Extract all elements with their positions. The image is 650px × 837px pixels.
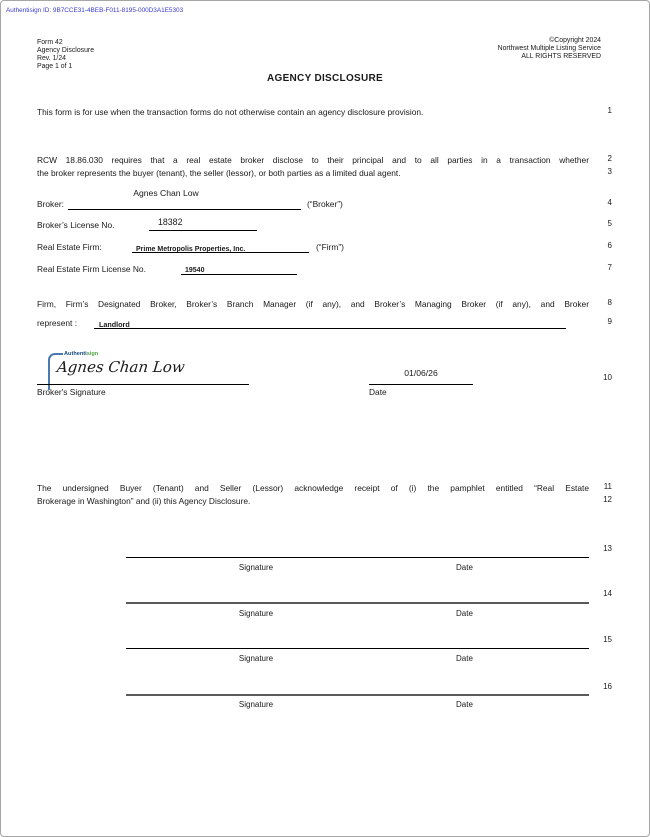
broker-signature-date-label: Date [369, 387, 387, 397]
line-number: 5 [607, 219, 612, 228]
firm-field-suffix: (“Firm”) [316, 242, 344, 252]
signature-row-2-signature-label: Signature [238, 609, 274, 618]
firm-field-label: Real Estate Firm: [37, 242, 102, 252]
broker-signature-underline [37, 371, 249, 385]
represent-label: represent : [37, 318, 78, 328]
line-number: 8 [607, 298, 612, 307]
line-number: 3 [607, 167, 612, 176]
firm-field-underline [132, 239, 309, 253]
broker-field-suffix: (“Broker”) [307, 199, 343, 209]
page-title: AGENCY DISCLOSURE [266, 73, 384, 84]
copyright-line: ©Copyright 2024 [549, 37, 601, 44]
signature-row-2-date-label: Date [456, 609, 473, 618]
line-number: 9 [607, 317, 612, 326]
broker-signature-date-value: 01/06/26 [404, 368, 438, 378]
signature-row-4-signature-label: Signature [238, 700, 274, 709]
signature-row-1-line [126, 557, 589, 558]
line-number: 14 [603, 589, 612, 598]
line-number: 1 [607, 106, 612, 115]
form-meta [37, 39, 94, 71]
line-number: 4 [607, 198, 612, 207]
form-number: Form 42 [37, 39, 63, 46]
form-name: Agency Disclosure [37, 46, 95, 54]
broker-signature-script: Agnes Chan Low [56, 358, 186, 376]
copyright-rights: ALL RIGHTS RESERVED [521, 52, 601, 60]
acknowledge-paragraph-line1: The undersigned Buyer (Tenant) and Seller (Lessor) acknowledge receipt of (i) the pamphlet entitled “Real Estate [37, 483, 589, 493]
broker-license-label: Broker’s License No. [37, 220, 115, 230]
signature-row-3-date-label: Date [456, 654, 473, 663]
authentisign-id: Authentisign ID: 9B7CCE31-4BEB-F011-8195-000D3A1E5303 [6, 7, 184, 14]
signature-row-4-line [126, 694, 589, 696]
signature-row-3-line [126, 648, 589, 649]
firm-field-value: Prime Metropolis Properties, Inc. [136, 246, 246, 253]
line-number: 11 [603, 482, 612, 491]
represent-paragraph-line1: Firm, Firm’s Designated Broker, Broker’s Branch Manager (if any), and Broker’s Managing Broker (if any), and Broker [37, 299, 589, 309]
represent-underline [94, 315, 566, 329]
rcw-paragraph-line2: the broker represents the buyer (tenant), the seller (lessor), or both parties as a limited dual agent. [37, 168, 401, 178]
copyright-block [331, 37, 601, 61]
acknowledge-paragraph-line2: Brokerage in Washington” and (ii) this Agency Disclosure. [37, 496, 251, 506]
authentisign-stamp-suffix: sign [86, 351, 99, 357]
line-number: 10 [603, 373, 612, 382]
broker-name-value: Agnes Chan Low [133, 188, 199, 198]
broker-field-label: Broker: [37, 199, 64, 209]
line-number: 13 [603, 544, 612, 553]
line-number: 15 [603, 635, 612, 644]
form-revision: Rev. 1/24 [37, 54, 66, 62]
broker-license-underline [149, 216, 257, 231]
line-number: 7 [607, 263, 612, 272]
broker-license-value: 18382 [158, 217, 183, 227]
copyright-owner: Northwest Multiple Listing Service [497, 44, 601, 52]
signature-row-4-date-label: Date [456, 700, 473, 709]
intro-paragraph: This form is for use when the transaction forms do not otherwise contain an agency disclosure provision. [37, 107, 424, 117]
broker-signature-date-underline [369, 371, 473, 385]
signature-row-3-signature-label: Signature [238, 654, 274, 663]
authentisign-stamp-prefix: Authenti [64, 351, 87, 357]
broker-field-underline [68, 186, 301, 210]
line-number: 6 [607, 241, 612, 250]
signature-row-1-signature-label: Signature [238, 563, 274, 572]
authentisign-stamp [64, 351, 98, 357]
line-number: 12 [603, 495, 612, 504]
broker-signature-label: Broker's Signature [37, 387, 106, 397]
firm-license-label: Real Estate Firm License No. [37, 264, 146, 274]
represent-value: Landlord [99, 320, 130, 329]
firm-license-value: 19540 [185, 267, 205, 274]
firm-license-underline [181, 261, 297, 275]
form-page-count: Page 1 of 1 [37, 62, 73, 70]
line-number: 16 [603, 682, 612, 691]
signature-row-2-line [126, 602, 589, 604]
signature-row-1-date-label: Date [456, 563, 473, 572]
rcw-paragraph-line1: RCW 18.86.030 requires that a real estate broker disclose to their principal and to all parties in a transaction whether [37, 155, 589, 165]
line-number: 2 [607, 154, 612, 163]
